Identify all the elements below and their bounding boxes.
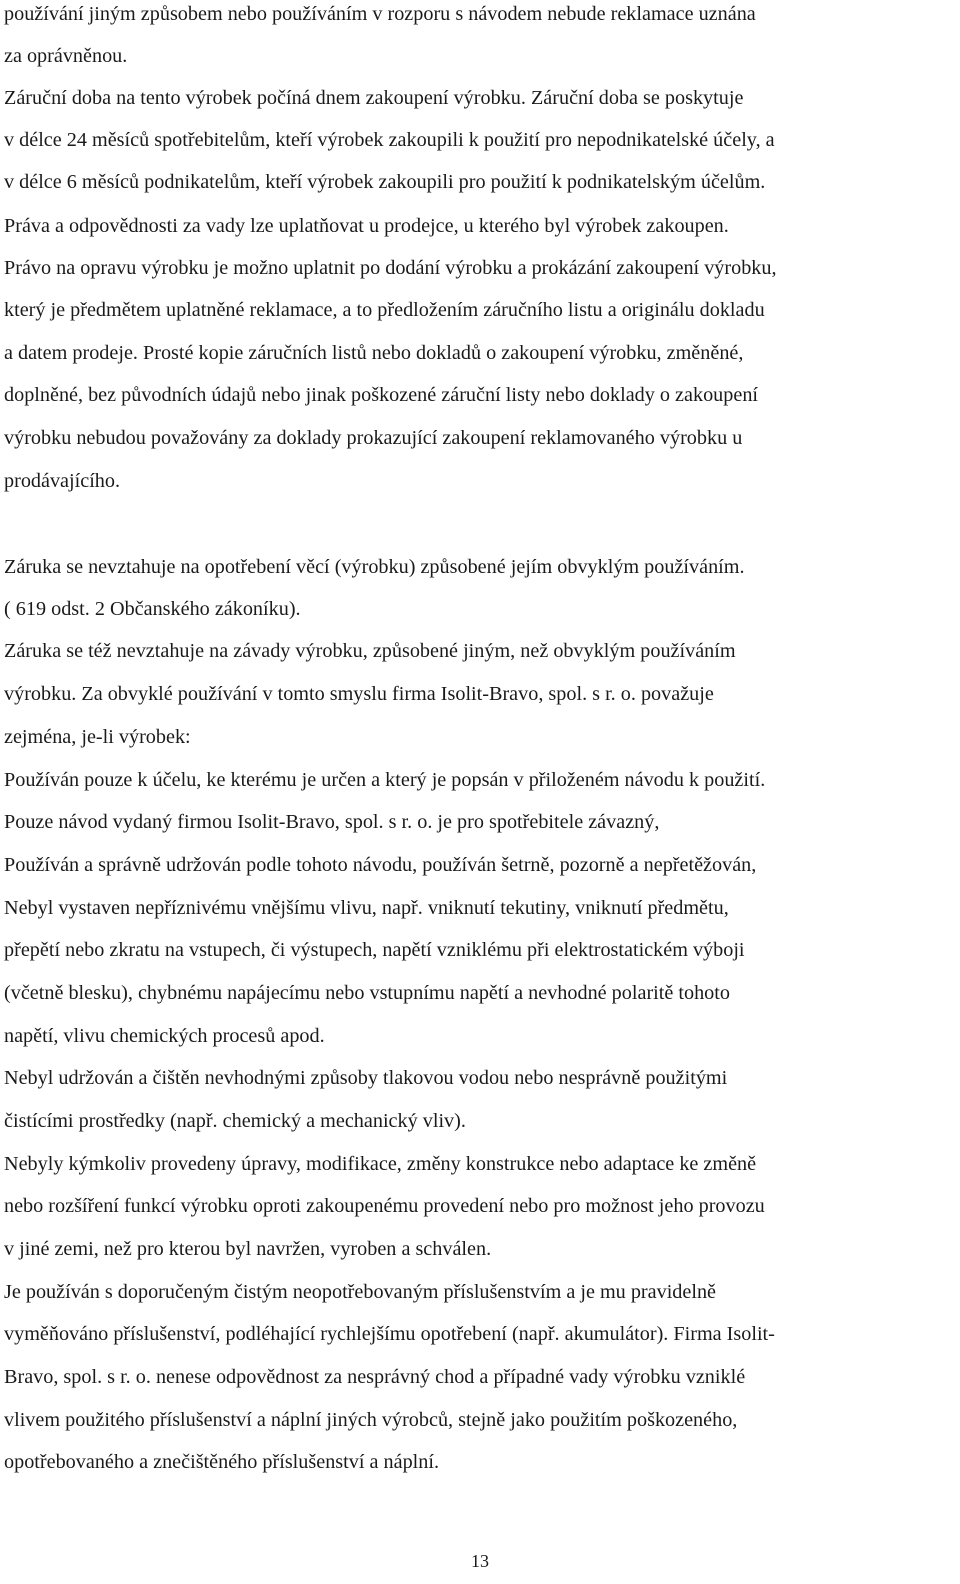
text-line: v délce 24 měsíců spotřebitelům, kteří výrobek zakoupili k použití pro nepodnikatelské účely, a bbox=[4, 129, 775, 151]
text-line: který je předmětem uplatněné reklamace, a to předložením záručního listu a originálu dokladu bbox=[4, 299, 765, 321]
text-line: Záruční doba na tento výrobek počíná dnem zakoupení výrobku. Záruční doba se poskytuje bbox=[4, 87, 744, 109]
text-line: Používán pouze k účelu, ke kterému je určen a který je popsán v přiloženém návodu k použití. bbox=[4, 769, 766, 791]
text-line: a datem prodeje. Prosté kopie záručních listů nebo dokladů o zakoupení výrobku, změněné, bbox=[4, 342, 744, 364]
text-line: Právo na opravu výrobku je možno uplatnit po dodání výrobku a prokázání zakoupení výrobku, bbox=[4, 257, 777, 279]
text-line: výrobku. Za obvyklé používání v tomto smyslu firma Isolit-Bravo, spol. s r. o. považuje bbox=[4, 683, 714, 705]
text-line: Pouze návod vydaný firmou Isolit-Bravo, spol. s r. o. je pro spotřebitele závazný, bbox=[4, 811, 660, 833]
text-line: vlivem použitého příslušenství a náplní jiných výrobců, stejně jako použitím poškozeného, bbox=[4, 1409, 738, 1431]
text-line: prodávajícího. bbox=[4, 470, 121, 492]
text-line: Nebyl vystaven nepříznivému vnějšímu vlivu, např. vniknutí tekutiny, vniknutí předmětu, bbox=[4, 897, 729, 919]
text-line: Je používán s doporučeným čistým neopotřebovaným příslušenstvím a je mu pravidelně bbox=[4, 1281, 717, 1303]
text-line: v délce 6 měsíců podnikatelům, kteří výrobek zakoupili pro použití k podnikatelským účelům. bbox=[4, 171, 766, 193]
text-line: Záruka se též nevztahuje na závady výrobku, způsobené jiným, než obvyklým používáním bbox=[4, 640, 736, 662]
text-line: nebo rozšíření funkcí výrobku oproti zakoupenému provedení nebo pro možnost jeho provozu bbox=[4, 1195, 765, 1217]
text-line: Nebyly kýmkoliv provedeny úpravy, modifikace, změny konstrukce nebo adaptace ke změně bbox=[4, 1153, 757, 1175]
text-line: Práva a odpovědnosti za vady lze uplatňovat u prodejce, u kterého byl výrobek zakoupen. bbox=[4, 215, 729, 237]
text-line: opotřebovaného a znečištěného příslušenství a náplní. bbox=[4, 1451, 440, 1473]
text-line: doplněné, bez původních údajů nebo jinak poškozené záruční listy nebo doklady o zakoupení bbox=[4, 384, 759, 406]
text-line: přepětí nebo zkratu na vstupech, či výstupech, napětí vzniklému při elektrostatickém výboji bbox=[4, 939, 745, 961]
text-line: zejména, je-li výrobek: bbox=[4, 726, 191, 748]
text-line: Záruka se nevztahuje na opotřebení věcí (výrobku) způsobené jejím obvyklým používáním. bbox=[4, 556, 745, 578]
text-line: používání jiným způsobem nebo používáním v rozporu s návodem nebude reklamace uznána bbox=[4, 3, 756, 25]
text-line: vyměňováno příslušenství, podléhající rychlejšímu opotřebení (např. akumulátor). Firma Isolit- bbox=[4, 1323, 775, 1345]
text-line: ( 619 odst. 2 Občanského zákoníku). bbox=[4, 598, 301, 620]
page-number: 13 bbox=[471, 1551, 489, 1571]
text-line: Nebyl udržován a čištěn nevhodnými způsoby tlakovou vodou nebo nesprávně použitými bbox=[4, 1067, 728, 1089]
text-line: Bravo, spol. s r. o. nenese odpovědnost za nesprávný chod a případné vady výrobku vzniklé bbox=[4, 1366, 746, 1388]
text-line: Používán a správně udržován podle tohoto návodu, používán šetrně, pozorně a nepřetěžován, bbox=[4, 854, 757, 876]
text-line: (včetně blesku), chybnému napájecímu nebo vstupnímu napětí a nevhodné polaritě tohoto bbox=[4, 982, 730, 1004]
text-line: napětí, vlivu chemických procesů apod. bbox=[4, 1025, 325, 1047]
text-line: za oprávněnou. bbox=[4, 45, 128, 67]
text-line: čistícími prostředky (např. chemický a mechanický vliv). bbox=[4, 1110, 466, 1132]
text-line: výrobku nebudou považovány za doklady prokazující zakoupení reklamovaného výrobku u bbox=[4, 427, 743, 449]
text-line: v jiné zemi, než pro kterou byl navržen, vyroben a schválen. bbox=[4, 1238, 492, 1260]
